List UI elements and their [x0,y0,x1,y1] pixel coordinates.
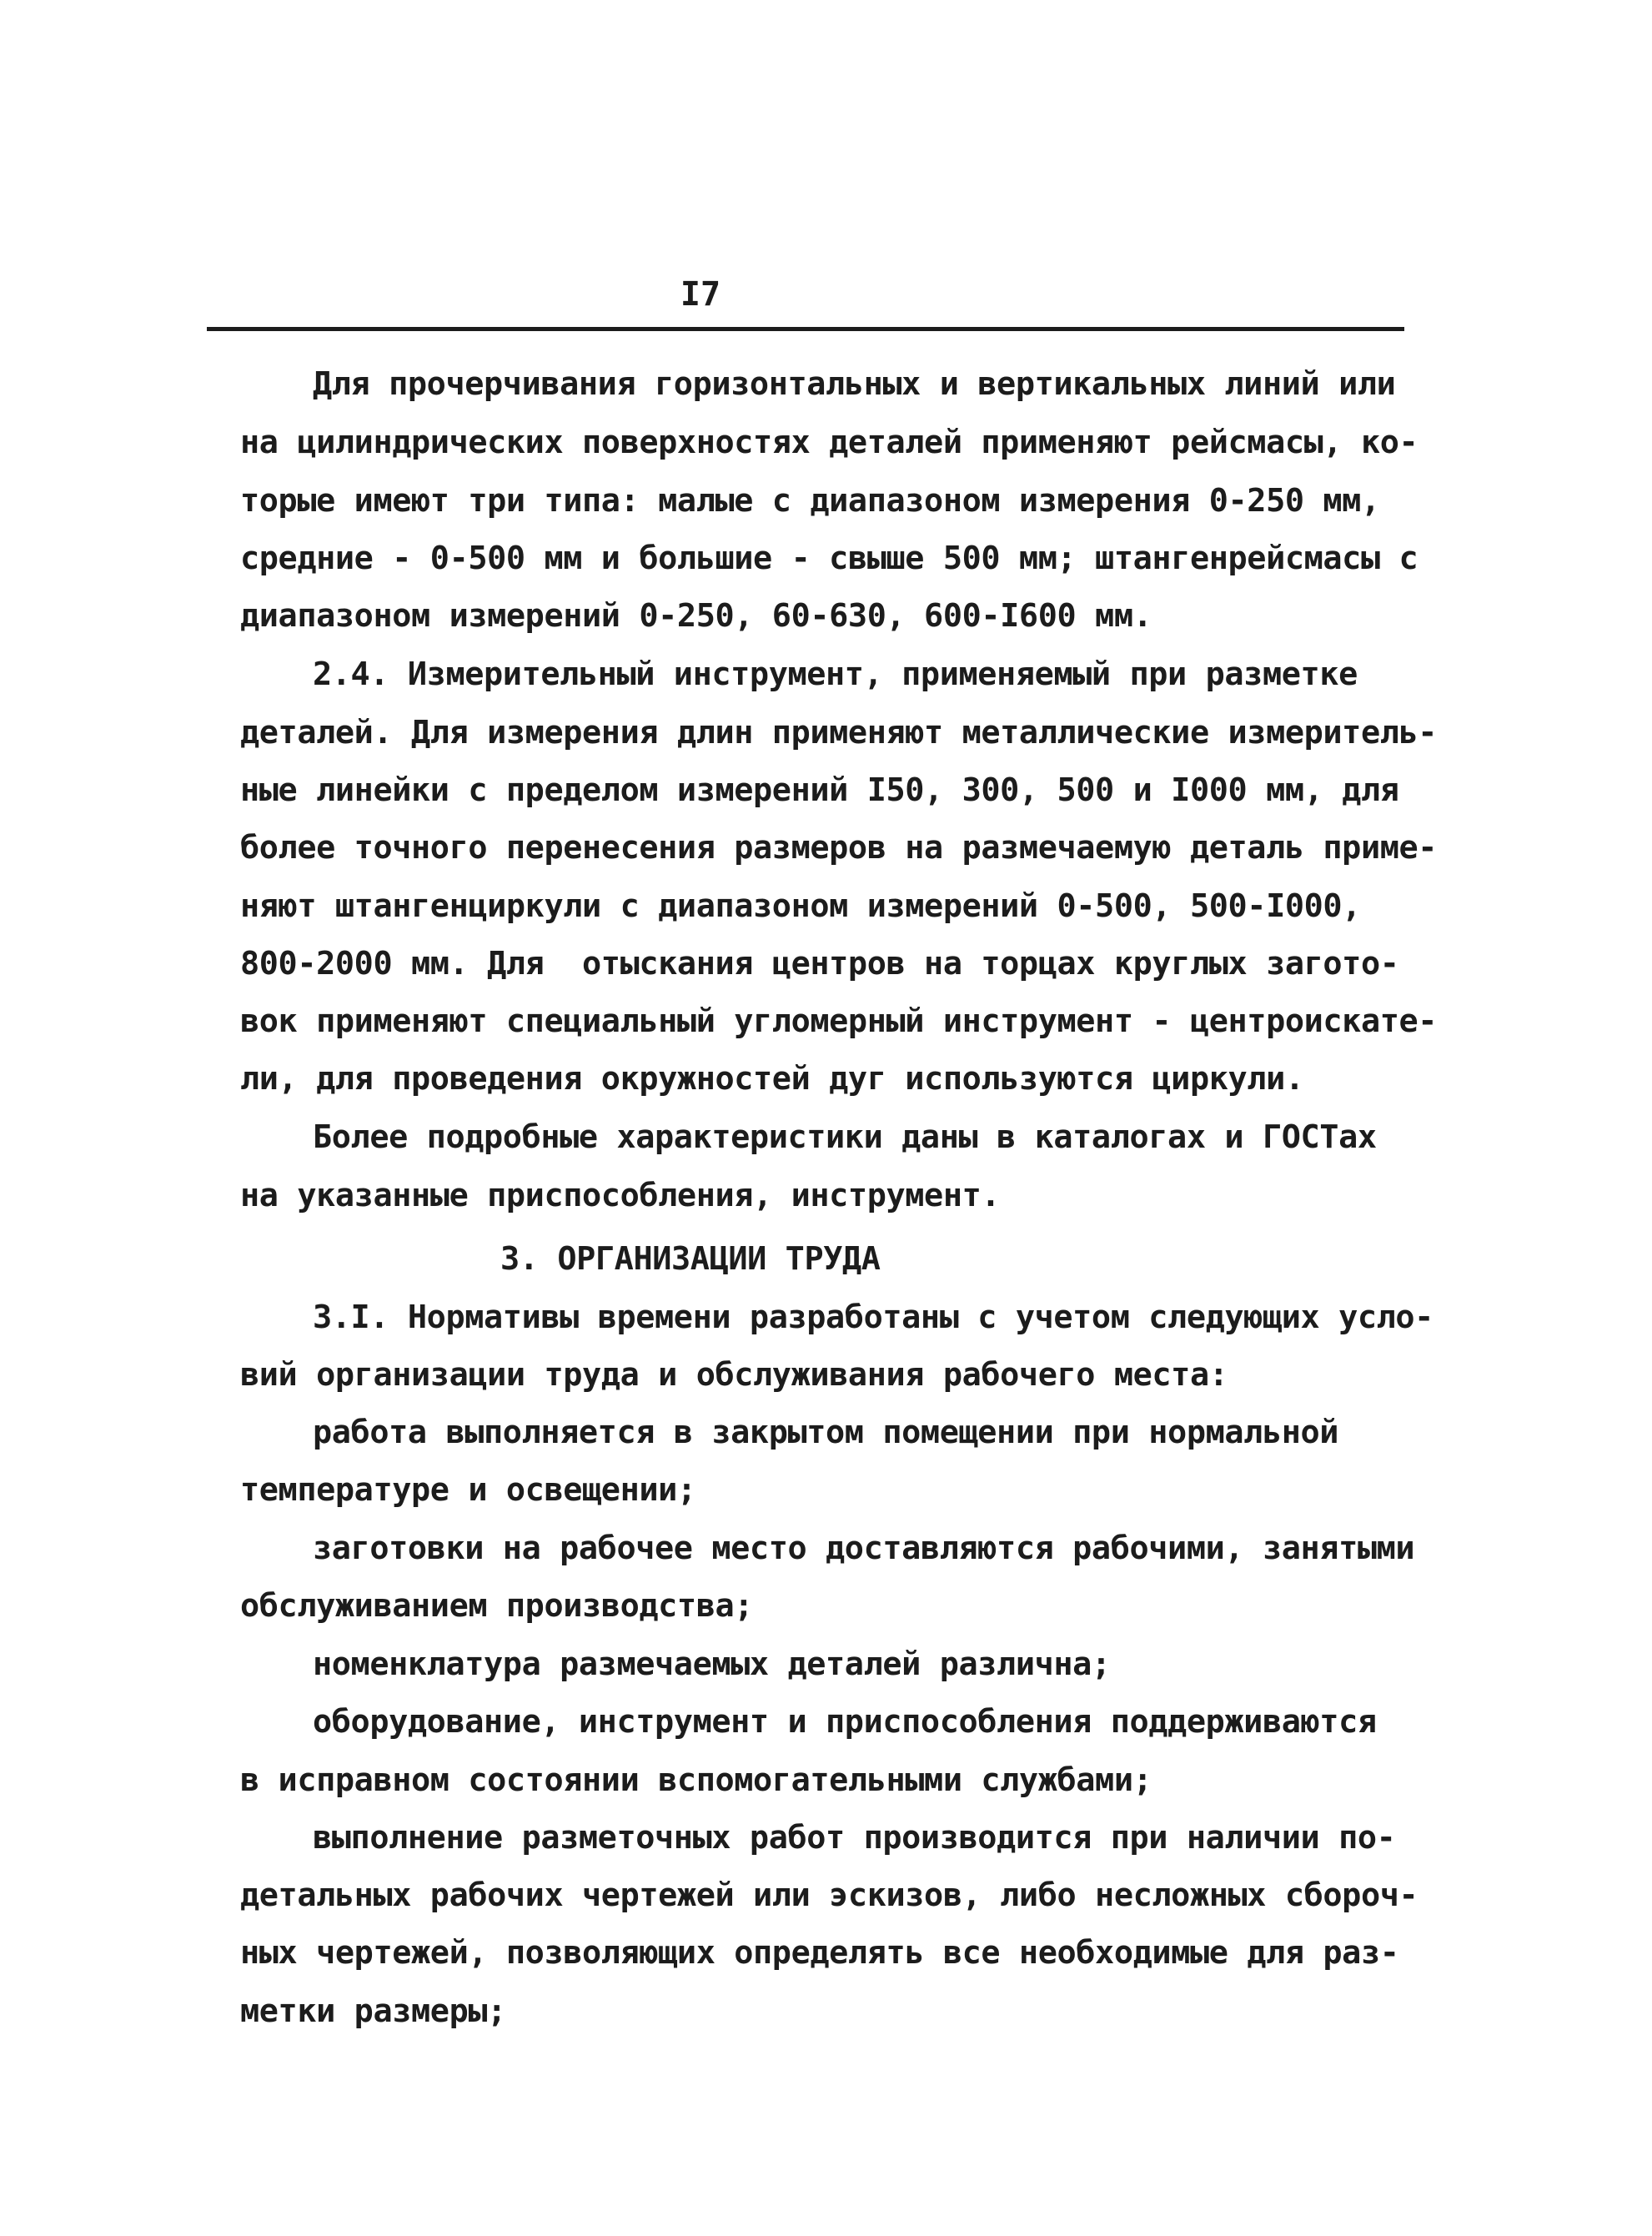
text-line: температуре и освещении; [240,1471,696,1509]
text-line: средние - 0-500 мм и большие - свыше 500 мм; штангенрейсмасы с [240,540,1419,577]
text-line: 3.I. Нормативы времени разработаны с учетом следующих усло- [313,1299,1434,1336]
text-line: деталей. Для измерения длин применяют металлические измеритель- [240,714,1438,751]
text-line: на указанные приспособления, инструмент. [240,1177,1001,1214]
text-line: номенклатура размечаемых деталей различна; [313,1646,1111,1683]
header-rule [207,327,1404,331]
text-line: выполнение разметочных работ производится при наличии по- [313,1819,1396,1857]
text-line: ли, для проведения окружностей дуг используются циркули. [240,1060,1304,1098]
text-line: на цилиндрических поверхностях деталей применяют рейсмасы, ко- [240,424,1419,461]
text-line: работа выполняется в закрытом помещении при нормальной [313,1414,1339,1451]
page-number: I7 [680,275,721,314]
text-line: заготовки на рабочее место доставляются рабочими, занятыми [313,1530,1415,1567]
text-line: няют штангенциркули с диапазоном измерений 0-500, 500-I000, [240,887,1361,925]
text-line: торые имеют три типа: малые с диапазоном измерения 0-250 мм, [240,482,1380,520]
text-line: обслуживанием производства; [240,1587,754,1625]
text-line: ные линейки с пределом измерений I50, 300, 500 и I000 мм, для [240,771,1399,809]
text-line: вий организации труда и обслуживания рабочего места: [240,1356,1228,1394]
text-line: в исправном состоянии вспомогательными службами; [240,1761,1152,1799]
text-line: Для прочерчивания горизонтальных и вертикальных линий или [313,365,1396,403]
text-line: детальных рабочих чертежей или эскизов, либо несложных сбороч- [240,1877,1419,1914]
text-line: ных чертежей, позволяющих определять все необходимые для раз- [240,1934,1399,1972]
text-line: вок применяют специальный угломерный инструмент - центроискате- [240,1002,1438,1040]
text-line: 800-2000 мм. Для отыскания центров на торцах круглых загото- [240,945,1399,982]
text-line: диапазоном измерений 0-250, 60-630, 600-I600 мм. [240,597,1152,635]
text-line: 2.4. Измерительный инструмент, применяемый при разметке [313,656,1358,693]
text-line: более точного перенесения размеров на размечаемую деталь приме- [240,829,1438,867]
text-line: Более подробные характеристики даны в каталогах и ГОСТах [313,1118,1377,1156]
text-line: метки размеры; [240,1992,506,2030]
section-heading: 3. ОРГАНИЗАЦИИ ТРУДА [500,1240,881,1278]
text-line: оборудование, инструмент и приспособления поддерживаются [313,1703,1377,1741]
